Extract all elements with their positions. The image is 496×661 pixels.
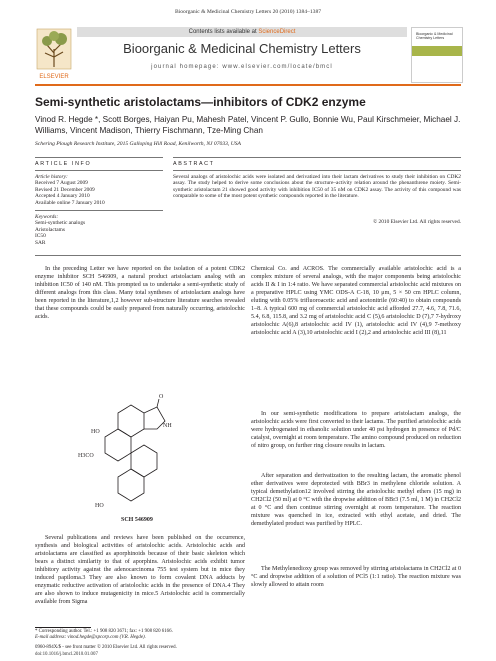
history-label: Article history:: [35, 174, 68, 180]
journal-homepage-link[interactable]: journal homepage: www.elsevier.com/locate/bmcl: [151, 64, 333, 70]
running-head: Bioorganic & Medicinal Chemistry Letters 20 (2010) 1384–1387: [174, 9, 322, 15]
atom-label: H3CO: [78, 453, 94, 459]
keyword-item: Semi-synthetic analogs: [35, 220, 86, 227]
right-paragraph-3: After separation and derivatization to the resulting lactam, the aromatic phenol ether derivatives were deprotected with BBr3 in methylene chloride solution. A typical demethylation12 involved stirring the aristolochic methyl ethers (15 mg) in CH2Cl2 (50 ml) at 0 °C with the dropwise addition of BBr3 (7.5 ml, 1 M) in CH2Cl2 at 0 °C and then continue stirring overnight at room temperature. The reaction mixture was quenched in ice, extracted with ethyl acetate, and dried. The demethylated product was purified by HPLC.: [251, 473, 461, 528]
article-info-rule-2: [35, 170, 163, 171]
footnote-rule: [35, 627, 91, 628]
history-online: Available online 7 January 2010: [35, 199, 105, 206]
abstract-bottom-rule: [35, 255, 461, 256]
cover-title: Bioorganic & Medicinal Chemistry Letters: [416, 32, 453, 40]
author-email: E-mail address: vinod.hegde@spcorp.com (V.R. Hegde).: [35, 635, 146, 640]
contents-prefix: Contents lists available at: [188, 29, 259, 35]
elsevier-logo: [35, 27, 73, 81]
keyword-item: IC50: [35, 233, 46, 240]
sch-546909-structure: [73, 393, 203, 531]
history-received: Received 7 August 2009: [35, 180, 88, 187]
article-info-rule: [35, 157, 163, 158]
keyword-item: SAR: [35, 239, 46, 246]
chemical-structure-diagram: [73, 393, 203, 531]
article-title: Semi-synthetic aristolactams—inhibitors of CDK2 enzyme: [35, 95, 366, 109]
abstract-rule: [173, 157, 461, 158]
article-authors: Vinod R. Hegde *, Scott Borges, Haiyan Pu, Mahesh Patel, Vincent P. Gullo, Bonnie Wu, Paul Kirschmeier, Michael J. Williams, Vincent Madison, Thierry Fischmann, Tze-Ming Chan: [35, 115, 461, 135]
article-affiliation: Schering Plough Research Institute, 2015 Galloping Hill Road, Kenilworth, NJ 07033, USA: [35, 141, 241, 147]
keywords-list: [35, 214, 163, 246]
abstract-heading: ABSTRACT: [173, 161, 215, 167]
banner-divider: [35, 84, 461, 86]
abstract-copyright: © 2010 Elsevier Ltd. All rights reserved.: [373, 219, 461, 225]
atom-label: NH: [163, 423, 172, 429]
cover-band: [412, 46, 462, 56]
history-revised: Revised 21 December 2009: [35, 186, 95, 193]
elsevier-tree-icon: [35, 27, 73, 81]
abstract-rule-2: [173, 170, 461, 171]
footnotes: [35, 629, 245, 641]
structure-label: SCH 546909: [121, 517, 153, 523]
history-accepted: Accepted 4 January 2010: [35, 193, 90, 200]
keywords-label: Keywords:: [35, 214, 59, 220]
elsevier-wordmark: ELSEVIER: [39, 74, 69, 80]
article-info-heading: ARTICLE INFO: [35, 161, 92, 167]
corresponding-author-note: * Corresponding author. Tel.: +1 908 820 3671; fax: +1 908 820 6166.: [35, 629, 173, 634]
atom-label: O: [159, 394, 164, 400]
article-history: [35, 174, 163, 206]
intro-paragraph: In the preceding Letter we have reported on the isolation of a potent CDK2 enzyme inhibitor SCH 546909, a natural product aristolactam analog with an inhibition IC50 of 140 nM. This prompted us to undertake a semi-synthetic study of different analogs from this class. Many total syntheses of aristolactam analogs have been reported in the literature,1,2 however sub-structure literature searches revealed that these compounds could be easily prepared from naturally occurring, aristolochic acids.: [35, 266, 245, 321]
contents-bar: [77, 27, 407, 37]
right-paragraph-1: Chemical Co. and ACROS. The commercially available aristolochic acid is a complex mixture of several analogs, with the major components being aristolochic acids II & I in 1:4 ratio. We have separated commercial aristolochic acid mixtures on a preparative HPLC using YMC ODS-A C-18, 10 μm, 5 × 50 cm HPLC column, eluting with 0.05% trifluoroacetic acid and acetonitrile (60:40) to obtain compounds 1–8. A typical 600 mg of commercial aristolochic acid afforded 27.7, 4.6, 7.8, 71.6, 5.4, 6.8, 115.8, and 3.2 mg of aristolochic acid C (5),6 aristolochic D (7),7 7-hydroxy aristolochic A(6),8 aristolochic acid IV (1), aristolochic acid IV (4),9 7-methoxy aristolochic acid A (3),10 aristolochic acid I (2),2 and aristolochic acid III (8),11: [251, 266, 461, 337]
journal-banner: [35, 27, 461, 81]
keywords-rule: [35, 210, 163, 211]
right-paragraph-2: In our semi-synthetic modifications to prepare aristolactam analogs, the aristolochic acids were first converted to their lactams. The purified aristolochic acids were hydrogenated in ethanolic solution under 40 psi hydrogen in presence of Pd/C catalyst, overnight at room temperature. The amino compound produced on reduction of nitro group, on further ring closure results in lactam.: [251, 411, 461, 450]
doi-link[interactable]: doi:10.1016/j.bmcl.2010.01.007: [35, 652, 98, 657]
abstract-text: Several analogs of aristolochic acids were isolated and derivatized into their lactam derivatives to study their inhibition on CDK2 assay. The study helped to derive some conclusions about the structure–activity relation around the phenanthrene moiety. Semi-synthetic aristolactam 21 showed good activity with inhibition IC50 of 35 nM on CDK2 assay. The activity of this compound was comparable to some of the most potent synthetic compounds reported in the literature.: [173, 174, 461, 200]
journal-cover-thumbnail: [411, 27, 463, 83]
atom-label: HO: [91, 429, 100, 435]
keyword-item: Aristolactams: [35, 226, 65, 233]
right-paragraph-4: The Methylenedioxy group was removed by stirring aristolactams in CH2Cl2 at 0 °C and dropwise addition of a solution of PCl5 (1:1 ratio). The reaction mixture was slowly allowed to attain room: [251, 566, 461, 589]
background-paragraph: Several publications and reviews have been published on the occurrence, synthesis and biological activities of aristolochic acids. Aristolochic acids and aristolactams are classified as aporphinoids because of their basic skeleton which bears a distinct similarity to that of aporphins. Aristolochic acids exhibit tumor inhibitory activity against the adenocarcinoma 755 test system but in mice they induced papiloma.3 They are also known to form covalent DNA adducts by enzymatic reductive activation of aristolochic acids in the presence of DNA.4 They are also shown to induce mutagenicity in mice.5 Aristolochic acid is commercially available from Sigma: [35, 535, 245, 606]
atom-label: HO: [95, 503, 104, 509]
sciencedirect-link[interactable]: ScienceDirect: [258, 29, 296, 35]
issn-line: 0960-894X/$ - see front matter © 2010 Elsevier Ltd. All rights reserved.: [35, 645, 177, 650]
journal-name: Bioorganic & Medicinal Chemistry Letters: [123, 41, 361, 56]
